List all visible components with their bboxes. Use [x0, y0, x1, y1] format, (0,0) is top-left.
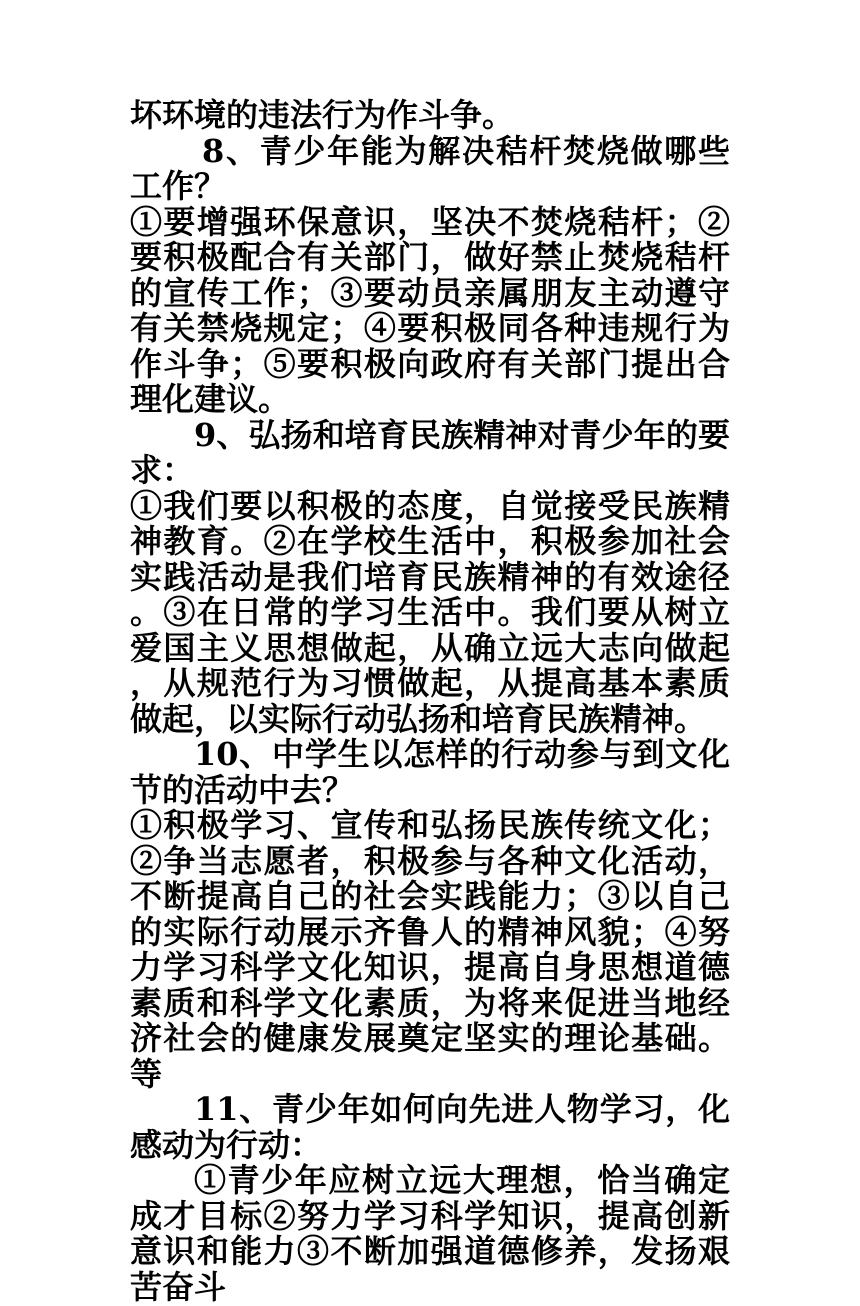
answer-11: ①青少年应树立远大理想，恰当确定成才目标②努力学习科学知识，提高创新意识和能力③不断加强道德修养，发扬艰苦奋斗: [130, 1161, 730, 1306]
question-9: 9、弘扬和培育民族精神对青少年的要求：: [130, 415, 730, 489]
answer-8: ①要增强环保意识，坚决不焚烧秸杆；②要积极配合有关部门，做好禁止焚烧秸杆的宣传工作；③要动员亲属朋友主动遵守有关禁烧规定；④要积极同各种违规行为作斗争；⑤要积极向政府有关部门提出合理化建议。: [130, 202, 730, 418]
question-10: 10、中学生以怎样的行动参与到文化节的活动中去？: [130, 735, 730, 809]
question-8: 8、青少年能为解决秸杆焚烧做哪些工作？: [130, 131, 730, 205]
question-11: 11、青少年如何向先进人物学习，化感动为行动：: [130, 1090, 730, 1164]
answer-10: ①积极学习、宣传和弘扬民族传统文化；②争当志愿者，积极参与各种文化活动，不断提高自己的社会实践能力；③以自己的实际行动展示齐鲁人的精神风貌；④努力学习科学文化知识，提高自身思想道德素质和科学文化素质，为将来促进当地经济社会的健康发展奠定坚实的理论基础。等: [130, 806, 730, 1093]
paragraph-continuation: 坏环境的违法行为作斗争。: [130, 96, 515, 134]
document-page: [130, 98, 730, 1305]
answer-9: ①我们要以积极的态度，自觉接受民族精神教育。②在学校生活中，积极参加社会实践活动是我们培育民族精神的有效途径。③在日常的学习生活中。我们要从树立爱国主义思想做起，从确立远大志向做起，从规范行为习惯做起，从提高基本素质做起，以实际行动弘扬和培育民族精神。: [130, 486, 730, 738]
